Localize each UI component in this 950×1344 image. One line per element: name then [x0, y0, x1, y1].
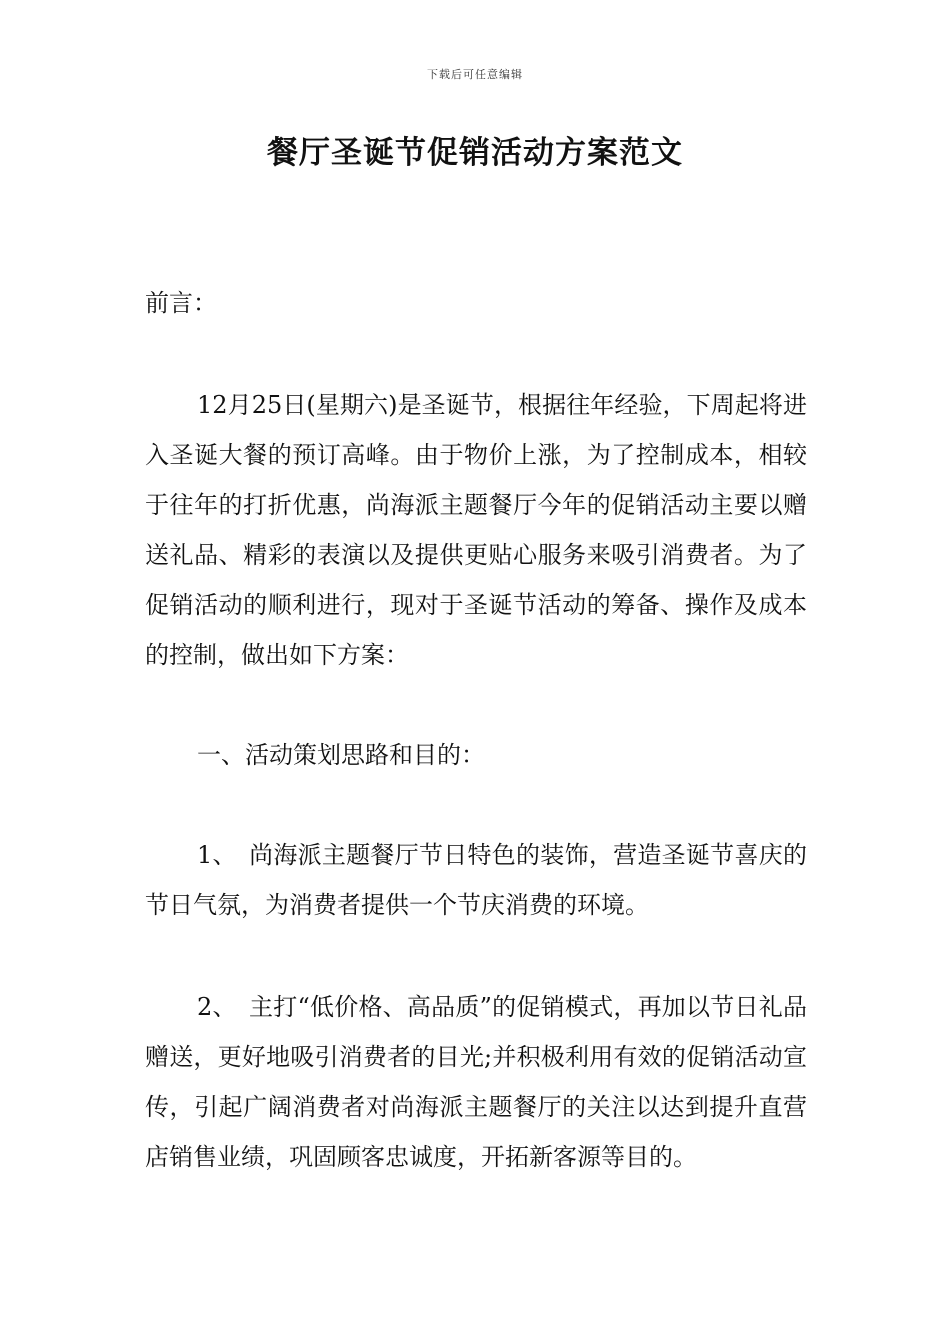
list-item: 1、 尚海派主题餐厅节日特色的装饰，营造圣诞节喜庆的节日气氛，为消费者提供一个节庆消费的环境。 [145, 841, 807, 919]
document-title: 餐厅圣诞节促销活动方案范文 [267, 135, 683, 171]
preface-label: 前言： [145, 289, 217, 317]
section-heading: 一、活动策划思路和目的： [197, 741, 485, 769]
document-body [145, 278, 807, 1182]
intro-paragraph: 12月25日(星期六)是圣诞节，根据往年经验，下周起将进入圣诞大餐的预订高峰。由于物价上涨，为了控制成本，相较于往年的打折优惠，尚海派主题餐厅今年的促销活动主要以赠送礼品、精彩的表演以及提供更贴心服务来吸引消费者。为了促销活动的顺利进行，现对于圣诞节活动的筹备、操作及成本的控制，做出如下方案： [145, 391, 807, 669]
header-note: 下载后可任意编辑 [427, 68, 523, 81]
list-item: 2、 主打“低价格、高品质”的促销模式，再加以节日礼品赠送，更好地吸引消费者的目光;并积极利用有效的促销活动宣传，引起广阔消费者对尚海派主题餐厅的关注以达到提升直营店销售业绩，巩固顾客忠诚度，开拓新客源等目的。 [145, 993, 807, 1171]
